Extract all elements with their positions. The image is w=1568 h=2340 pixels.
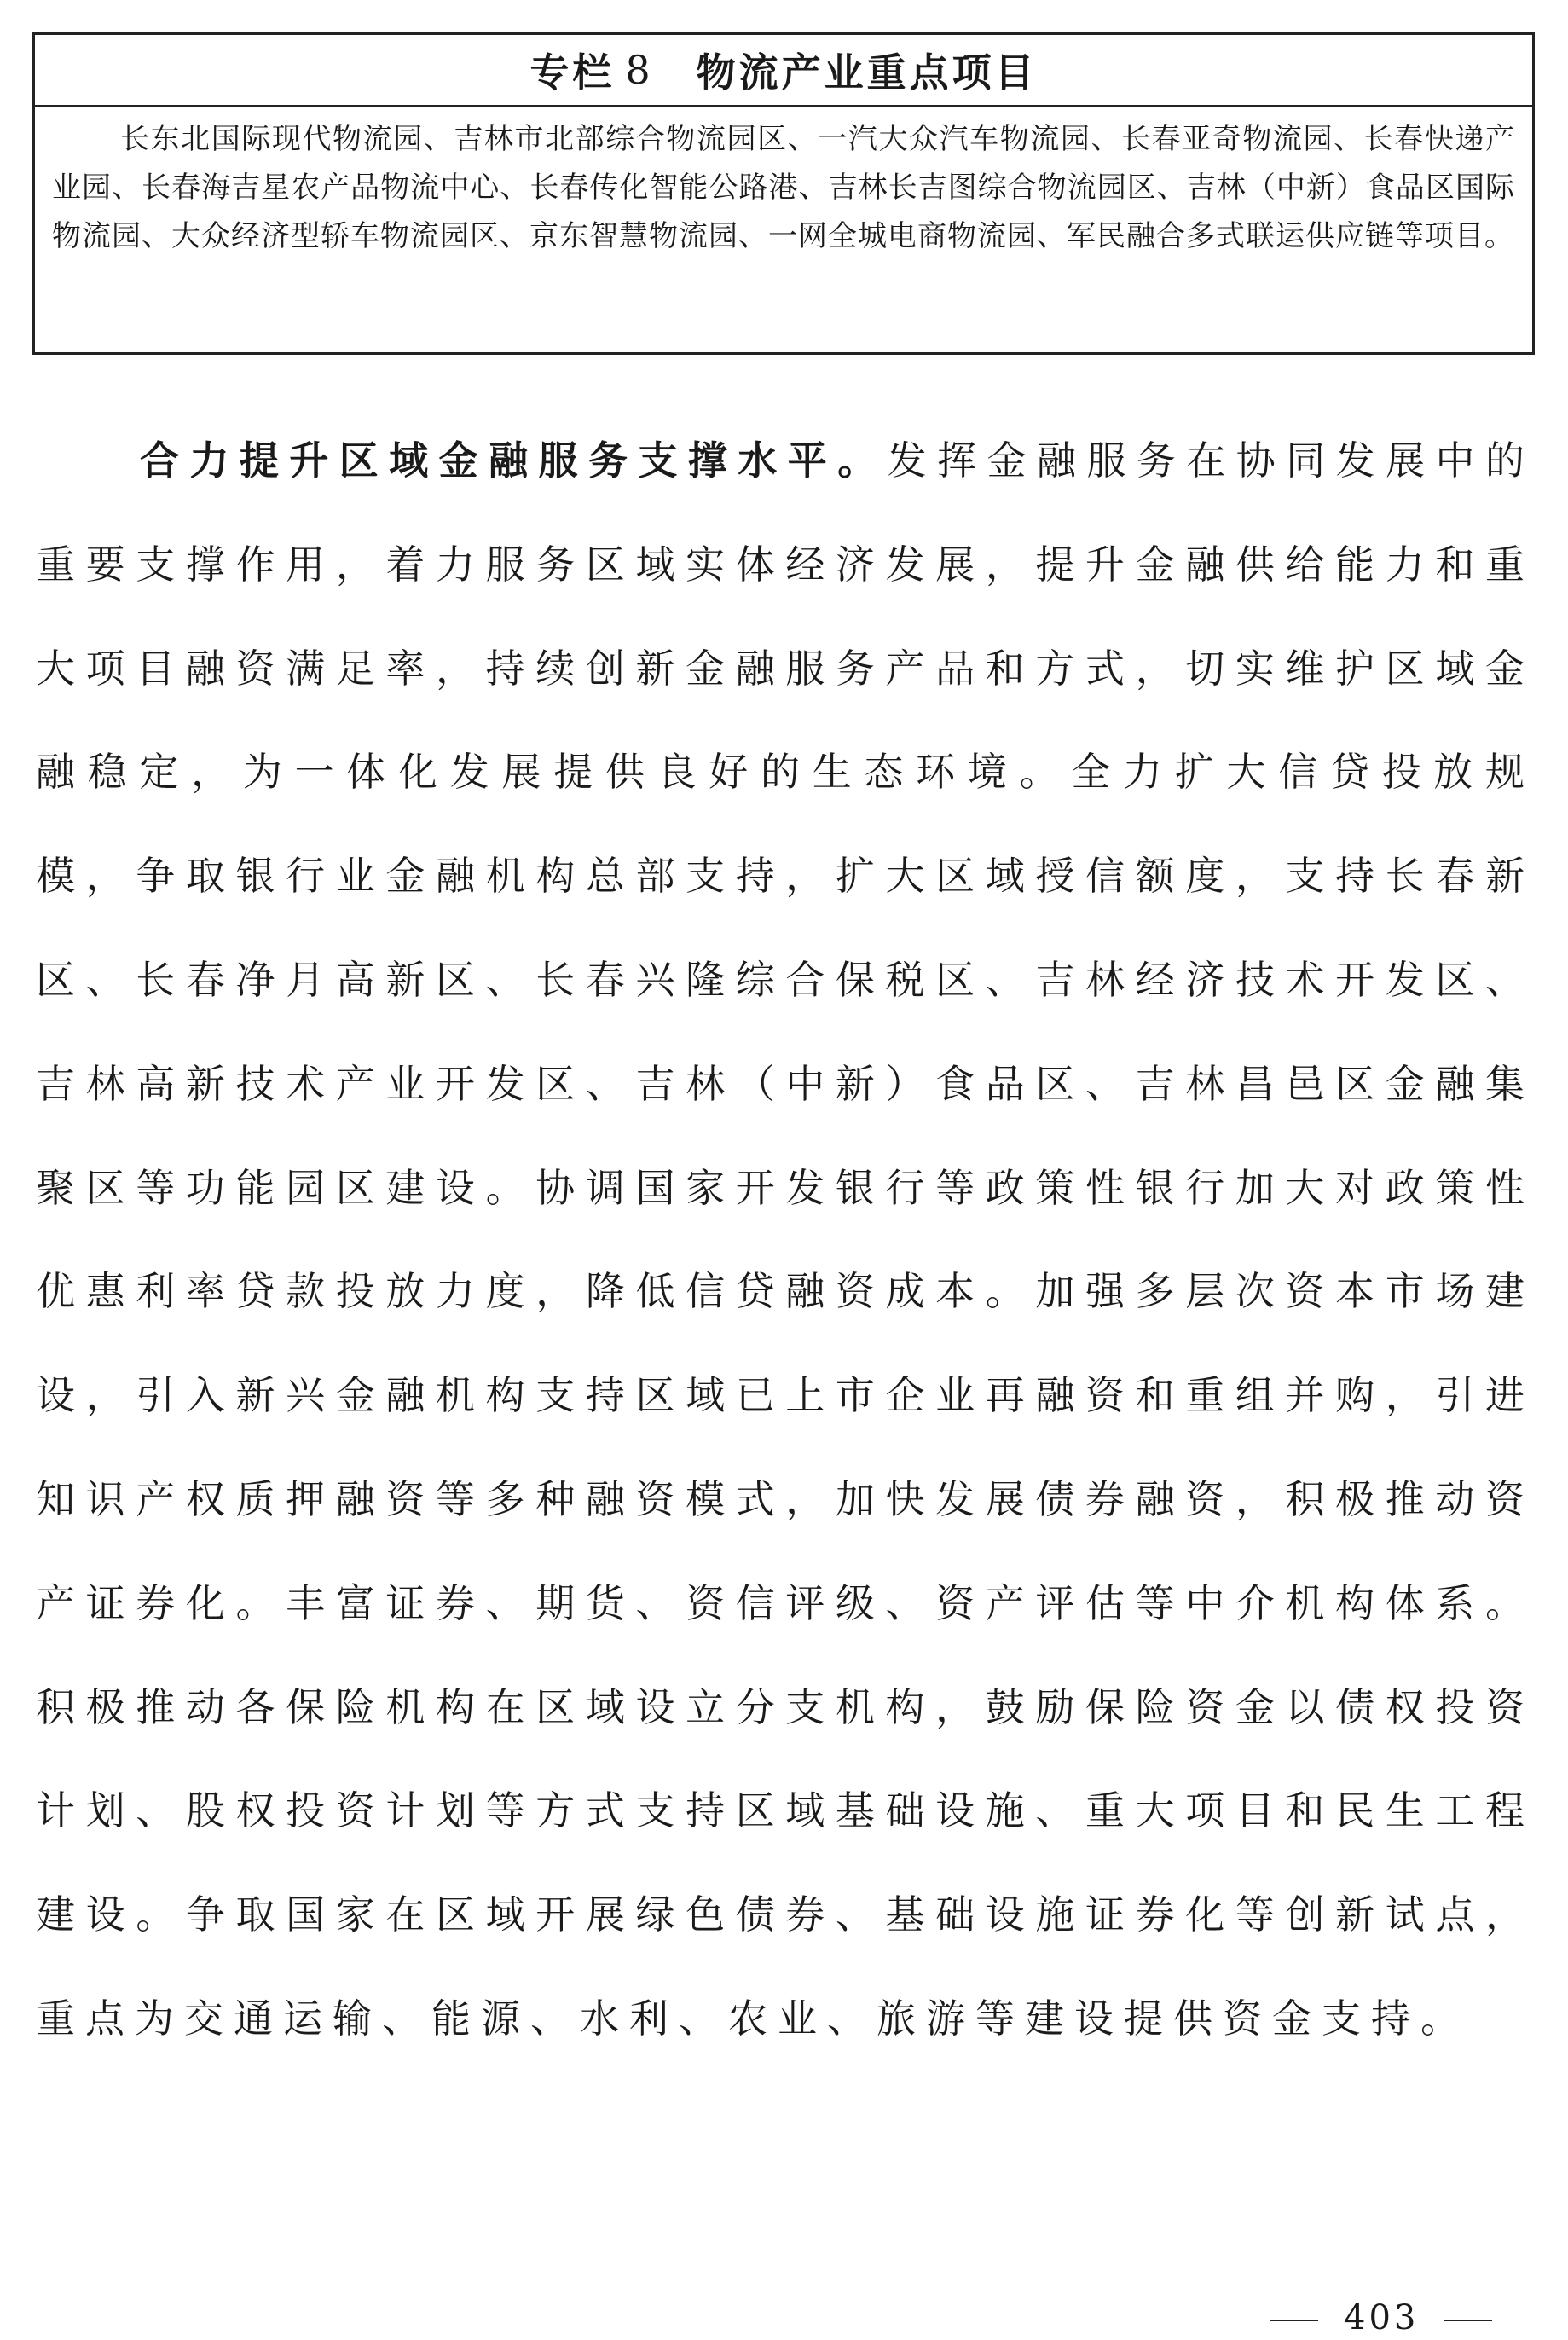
project-column-box [32,32,1535,355]
paragraph-body-text: 发挥金融服务在协同发展中的重要支撑作用，着力服务区域实体经济发展，提升金融供给能力和重大项目融资满足率，持续创新金融服务产品和方式，切实维护区域金融稳定，为一体化发展提供良好的生态环境。全力扩大信贷投放规模，争取银行业金融机构总部支持，扩大区域授信额度，支持长春新区、长春净月高新区、长春兴隆综合保税区、吉林经济技术开发区、吉林高新技术产业开发区、吉林（中新）食品区、吉林昌邑区金融集聚区等功能园区建设。协调国家开发银行等政策性银行加大对政策性优惠利率贷款投放力度，降低信贷融资成本。加强多层次资本市场建设，引入新兴金融机构支持区域已上市企业再融资和重组并购，引进知识产权质押融资等多种融资模式，加快发展债券融资，积极推动资产证券化。丰富证券、期货、资信评级、资产评估等中介机构体系。积极推动各保险机构在区域设立分支机构，鼓励保险资金以债权投资计划、股权投资计划等方式支持区域基础设施、重大项目和民生工程建设。争取国家在区域开展绿色债券、基础设施证券化等创新试点，重点为交通运输、能源、水利、农业、旅游等建设提供资金支持。 [36,437,1536,2042]
column-title-number: 8 [625,47,654,93]
paragraph-lead-heading: 合力提升区域金融服务支撑水平。 [140,437,888,484]
column-title-prefix: 专栏 [529,49,616,96]
page-number: 403 [1344,2298,1420,2337]
page-number-left-dash [1270,2320,1318,2321]
page-number-right-dash [1444,2320,1492,2321]
column-body: 长东北国际现代物流园、吉林市北部综合物流园区、一汽大众汽车物流园、长春亚奇物流园、长春快递产业园、长春海吉星农产品物流中心、长春传化智能公路港、吉林长吉图综合物流园区、吉林（中新）食品区国际物流园、大众经济型轿车物流园区、京东智慧物流园、一网全城电商物流园、军民融合多式联运供应链等项目。 [52,122,1515,253]
page-number-footer [1270,2298,1492,2337]
column-title [35,35,1532,107]
column-title-text: 物流产业重点项目 [696,49,1038,96]
main-paragraph [36,409,1535,2071]
